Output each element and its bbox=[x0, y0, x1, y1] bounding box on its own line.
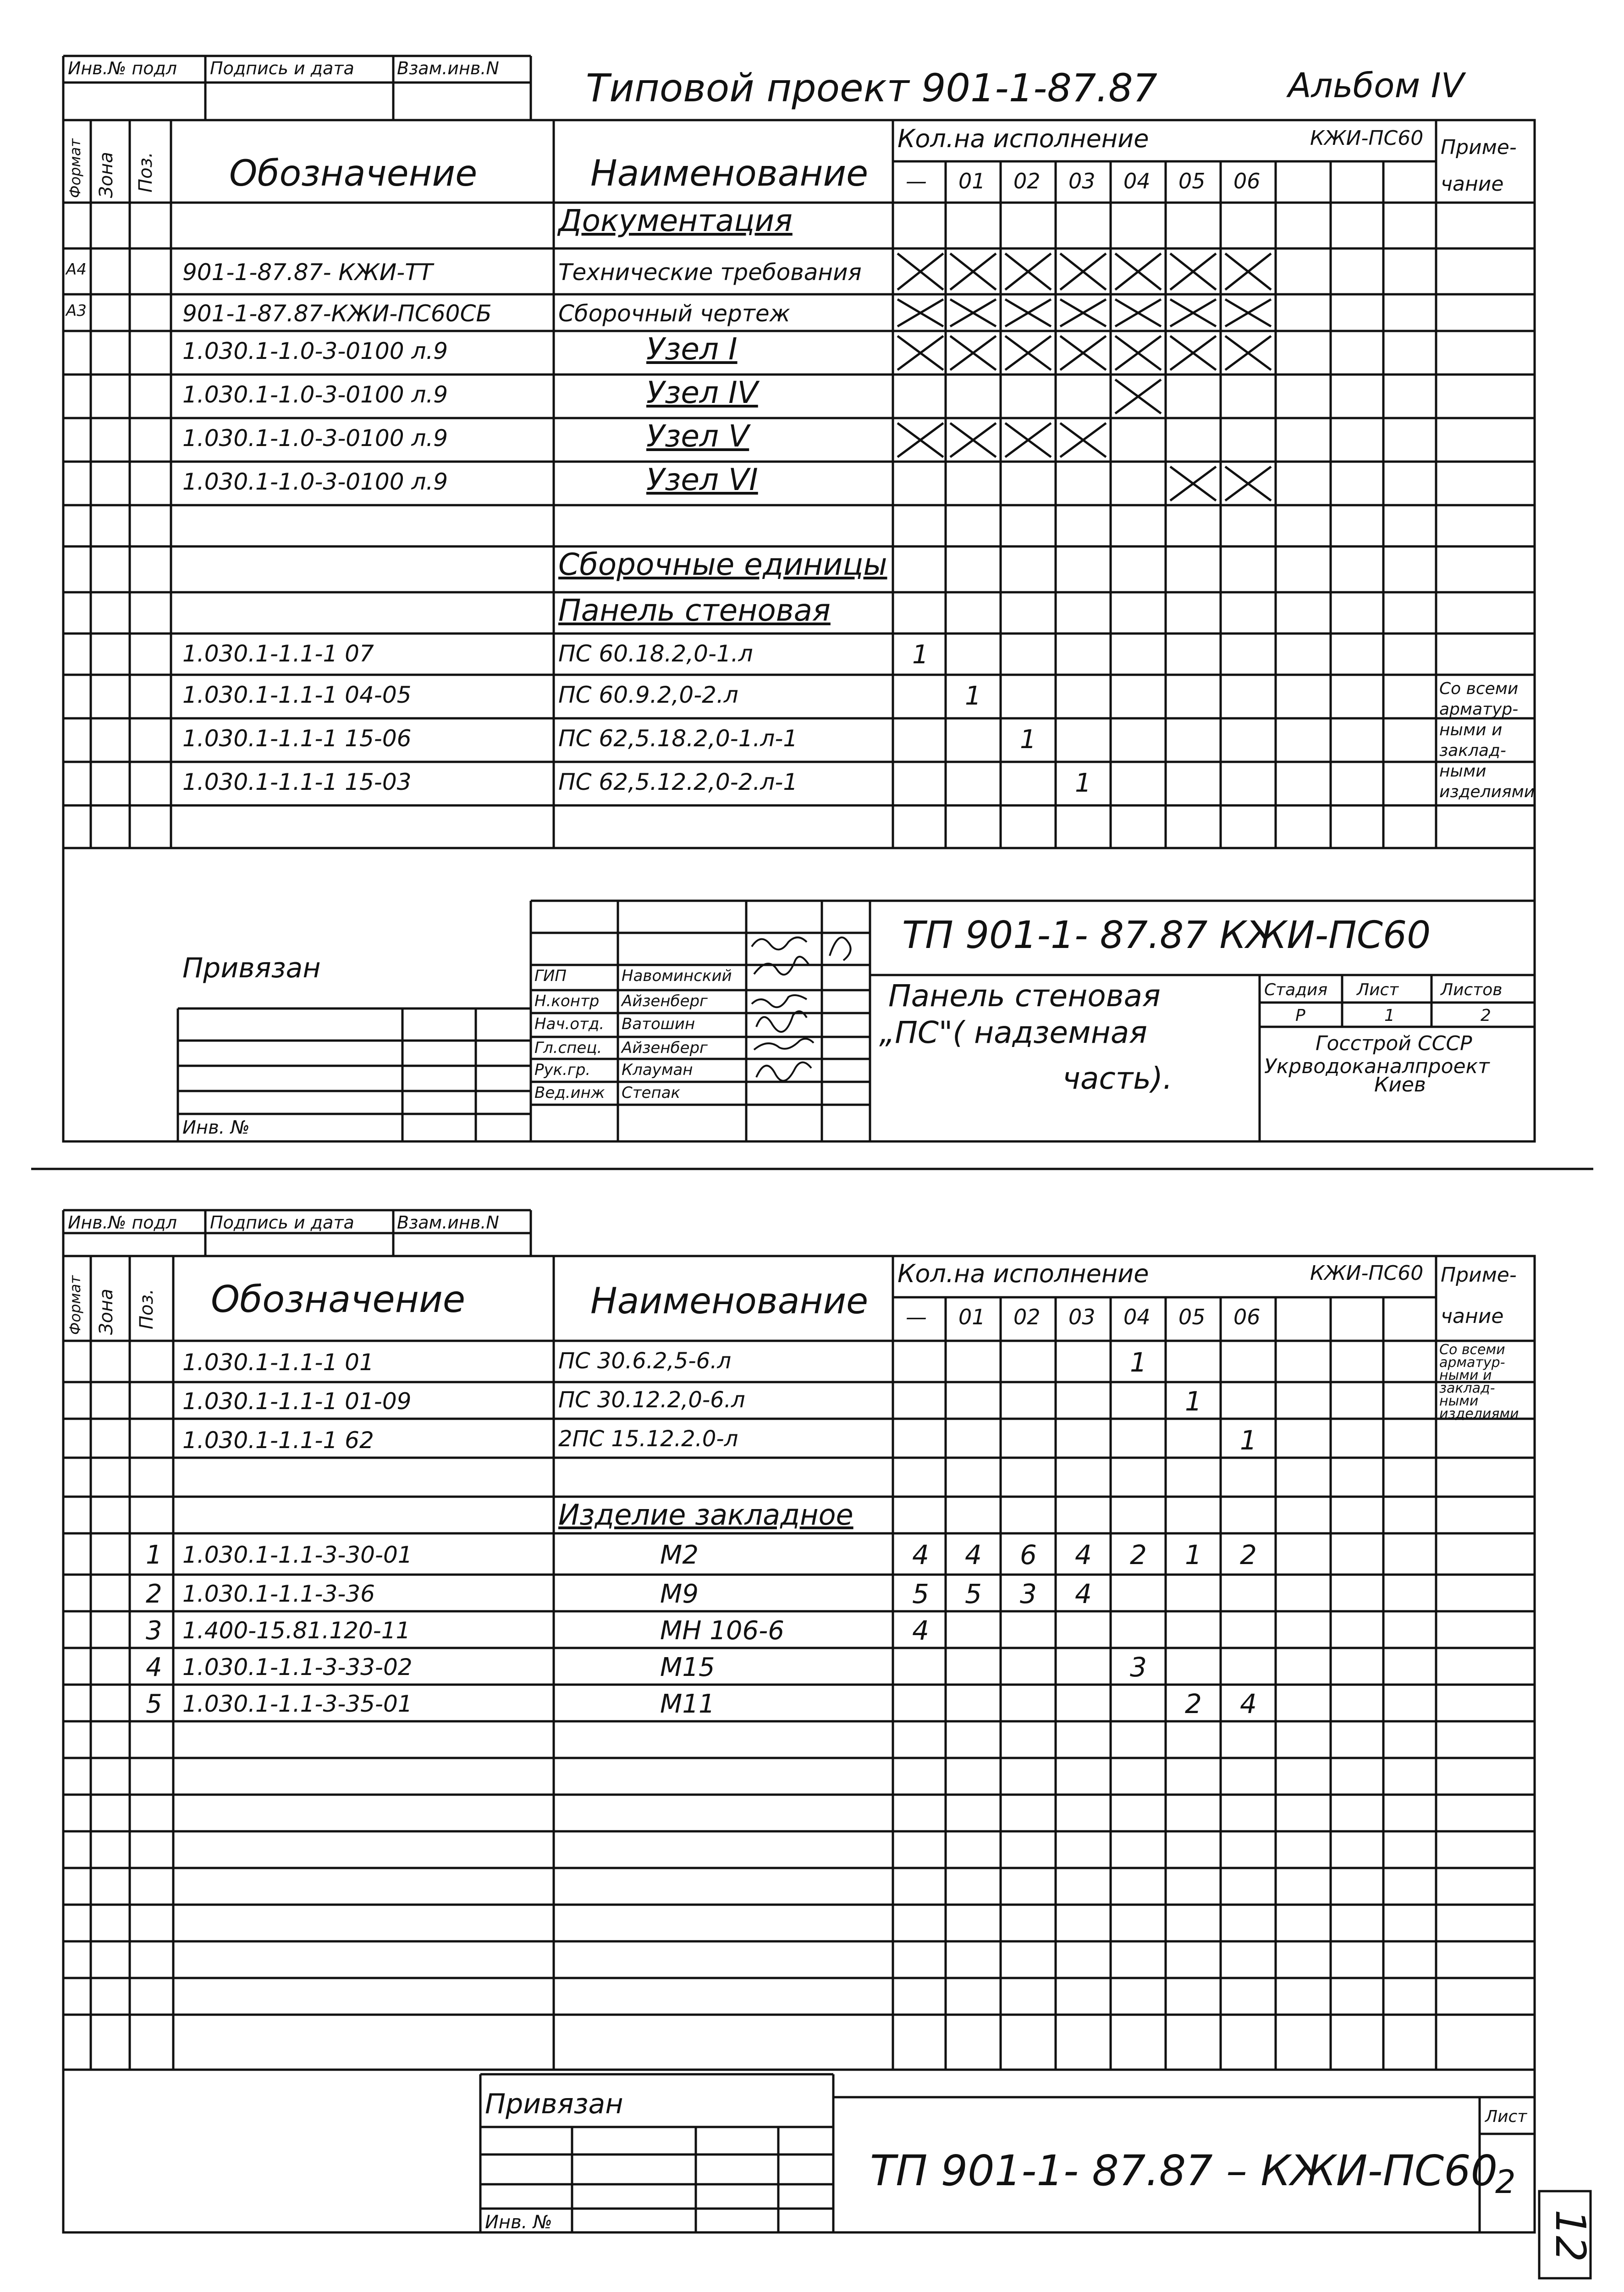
row-qty: 6 bbox=[1020, 1539, 1037, 1570]
stamp-role: Н.контр bbox=[534, 992, 600, 1010]
stadiya-value: Р bbox=[1295, 1006, 1305, 1025]
row-qty: 2 bbox=[1185, 1688, 1202, 1719]
list-label: Лист bbox=[1357, 981, 1399, 999]
row-naimenovanie: М9 bbox=[660, 1579, 699, 1609]
inv-no-label: Инв. № bbox=[182, 1117, 250, 1138]
variant-header: 06 bbox=[1233, 169, 1261, 193]
row-poz: 1 bbox=[146, 1540, 162, 1570]
org-line-1: Госстрой СССР bbox=[1316, 1032, 1472, 1055]
stamp-role: ГИП bbox=[534, 967, 567, 985]
s2-col-code-label: КЖИ-ПС60 bbox=[1310, 1262, 1424, 1285]
row-naimenovanie: Технические требования bbox=[558, 259, 862, 286]
row-naimenovanie: ПС 30.6.2,5-6.л bbox=[558, 1348, 732, 1374]
col-zona-label: Зона bbox=[96, 152, 117, 198]
stamp-name: Степак bbox=[622, 1084, 681, 1102]
row-naimenovanie: Документация bbox=[558, 203, 793, 238]
stamp-role: Рук.гр. bbox=[534, 1061, 591, 1079]
row-naimenovanie: М11 bbox=[660, 1689, 715, 1719]
page-number: 12 bbox=[1546, 2209, 1594, 2262]
listov-value: 2 bbox=[1481, 1006, 1491, 1025]
s2-header-vzam: Взам.инв.N bbox=[397, 1212, 499, 1233]
row-qty: 1 bbox=[965, 681, 981, 711]
row-qty: 4 bbox=[912, 1615, 929, 1646]
row-oboznachenie: 901-1-87.87-КЖИ-ПС60СБ bbox=[182, 300, 492, 327]
variant-header: 06 bbox=[1233, 1305, 1261, 1329]
org-line-3: Киев bbox=[1374, 1073, 1426, 1096]
s2-col-naimenovanie-label: Наименование bbox=[590, 1281, 869, 1322]
col-prim-label-1: Приме- bbox=[1441, 136, 1517, 159]
row-oboznachenie: 1.030.1-1.1-1 01 bbox=[182, 1349, 374, 1376]
row-qty: 1 bbox=[1075, 768, 1091, 798]
row-qty: 5 bbox=[965, 1578, 982, 1609]
row-oboznachenie: 1.030.1-1.1-1 07 bbox=[182, 640, 374, 667]
row-qty: 3 bbox=[1020, 1578, 1037, 1609]
row-naimenovanie: ПС 60.9.2,0-2.л bbox=[558, 682, 738, 708]
s2-col-poz-label: Поз. bbox=[136, 1289, 157, 1329]
row-oboznachenie: 1.030.1-1.1-1 04-05 bbox=[182, 682, 412, 708]
variant-header: 04 bbox=[1123, 1305, 1151, 1329]
s2-col-zona-label: Зона bbox=[96, 1289, 117, 1335]
stamp-name: Айзенберг bbox=[622, 992, 708, 1010]
row-naimenovanie: ПС 30.12.2,0-6.л bbox=[558, 1387, 745, 1413]
row-oboznachenie: 1.030.1-1.1-1 01-09 bbox=[182, 1388, 412, 1415]
s2-list-value: 2 bbox=[1495, 2163, 1516, 2201]
note-line: ными bbox=[1439, 762, 1486, 781]
row-oboznachenie: 1.400-15.81.120-11 bbox=[182, 1617, 411, 1644]
variant-header: — bbox=[906, 169, 927, 193]
s2-doc-code: ТП 901-1- 87.87 – КЖИ-ПС60 bbox=[870, 2146, 1498, 2195]
row-qty: 4 bbox=[912, 1539, 929, 1570]
row-oboznachenie: 1.030.1-1.1-1 15-06 bbox=[182, 725, 412, 752]
variant-header: 03 bbox=[1068, 169, 1096, 193]
stamp-name: Клауман bbox=[622, 1061, 693, 1079]
list-value: 1 bbox=[1384, 1006, 1395, 1025]
col-poz-label: Поз. bbox=[135, 152, 156, 193]
row-naimenovanie: ПС 60.18.2,0-1.л bbox=[558, 640, 753, 667]
row-naimenovanie: Панель стеновая bbox=[558, 593, 831, 628]
row-oboznachenie: 1.030.1-1.1-1 15-03 bbox=[182, 769, 412, 795]
row-oboznachenie: 1.030.1-1.0-3-0100 л.9 bbox=[182, 338, 448, 364]
note-line: изделиями bbox=[1439, 1406, 1519, 1422]
variant-header: 05 bbox=[1178, 1305, 1206, 1329]
col-prim-label-2: чание bbox=[1441, 172, 1504, 196]
row-naimenovanie: Изделие закладное bbox=[558, 1498, 853, 1532]
stamp-role: Нач.отд. bbox=[534, 1015, 605, 1033]
row-naimenovanie: Узел V bbox=[646, 419, 749, 454]
stamp-role: Гл.спец. bbox=[534, 1039, 602, 1057]
s2-list-label: Лист bbox=[1485, 2107, 1527, 2126]
album-label: Альбом IV bbox=[1288, 66, 1464, 105]
row-oboznachenie: 1.030.1-1.1-3-35-01 bbox=[182, 1691, 413, 1717]
s2-header-podpis: Подпись и дата bbox=[210, 1212, 354, 1233]
row-qty: 2 bbox=[1130, 1539, 1147, 1570]
row-qty: 4 bbox=[965, 1539, 982, 1570]
stadiya-label: Стадия bbox=[1264, 981, 1328, 999]
row-qty: 4 bbox=[1075, 1539, 1092, 1570]
row-qty: 1 bbox=[1240, 1425, 1257, 1456]
variant-header: 01 bbox=[958, 169, 985, 193]
variant-header: 01 bbox=[958, 1305, 985, 1329]
row-naimenovanie: М2 bbox=[660, 1540, 699, 1570]
title-line-3: часть). bbox=[1062, 1061, 1173, 1096]
row-poz: 4 bbox=[146, 1653, 162, 1682]
row-qty: 2 bbox=[1240, 1539, 1257, 1570]
title-line-1: Панель стеновая bbox=[888, 978, 1161, 1014]
row-oboznachenie: 1.030.1-1.1-3-30-01 bbox=[182, 1542, 413, 1568]
row-qty: 3 bbox=[1130, 1652, 1147, 1683]
header-inv-podl: Инв.№ подл bbox=[68, 58, 177, 78]
row-naimenovanie: Узел IV bbox=[646, 375, 758, 410]
title-line-2: „ПС"( надземная bbox=[879, 1015, 1148, 1050]
variant-header: — bbox=[906, 1305, 927, 1329]
row-naimenovanie: Узел I bbox=[646, 331, 738, 367]
s2-header-inv-podl: Инв.№ подл bbox=[68, 1212, 177, 1233]
stamp-role: Вед.инж bbox=[534, 1084, 605, 1102]
col-oboznachenie-label: Обозначение bbox=[229, 153, 478, 194]
row-naimenovanie: МН 106-6 bbox=[660, 1616, 784, 1646]
note-line: заклад- bbox=[1439, 1380, 1495, 1396]
col-kol-label: Кол.на исполнение bbox=[897, 124, 1149, 153]
doc-code: ТП 901-1- 87.87 КЖИ-ПС60 bbox=[902, 914, 1431, 957]
note-line: ными и bbox=[1439, 721, 1503, 739]
col-format-label: Формат bbox=[66, 138, 84, 198]
note-line: Со всеми bbox=[1439, 679, 1519, 698]
privyazan-label: Привязан bbox=[182, 952, 321, 984]
s2-inv-no-label: Инв. № bbox=[485, 2212, 552, 2233]
listov-label: Листов bbox=[1441, 981, 1503, 999]
note-line: заклад- bbox=[1439, 741, 1506, 760]
row-qty: 1 bbox=[1185, 1539, 1202, 1570]
row-qty: 1 bbox=[1020, 725, 1036, 755]
row-naimenovanie: ПС 62,5.12.2,0-2.л-1 bbox=[558, 769, 798, 795]
col-code-label: КЖИ-ПС60 bbox=[1310, 127, 1424, 150]
s2-col-prim-label-1: Приме- bbox=[1441, 1263, 1517, 1287]
row-oboznachenie: 1.030.1-1.1-1 62 bbox=[182, 1427, 374, 1454]
row-naimenovanie: Узел VI bbox=[646, 462, 758, 497]
row-qty: 1 bbox=[1185, 1386, 1202, 1417]
s2-privyazan-label: Привязан bbox=[485, 2088, 623, 2120]
header-vzam: Взам.инв.N bbox=[397, 58, 499, 78]
variant-header: 02 bbox=[1013, 169, 1040, 193]
note-line: ными и bbox=[1439, 1367, 1492, 1383]
variant-header: 05 bbox=[1178, 169, 1206, 193]
row-qty: 4 bbox=[1240, 1688, 1257, 1719]
variant-header: 04 bbox=[1123, 169, 1151, 193]
row-oboznachenie: 1.030.1-1.1-3-33-02 bbox=[182, 1654, 413, 1680]
header-podpis: Подпись и дата bbox=[210, 58, 354, 78]
row-oboznachenie: 1.030.1-1.1-3-36 bbox=[182, 1581, 375, 1607]
row-oboznachenie: 1.030.1-1.0-3-0100 л.9 bbox=[182, 468, 448, 495]
s2-col-oboznachenie-label: Обозначение bbox=[211, 1278, 466, 1321]
org-line-2: Укрводоканалпроект bbox=[1264, 1055, 1490, 1078]
row-naimenovanie: Сборочный чертеж bbox=[558, 300, 790, 327]
s2-col-format-label: Формат bbox=[66, 1275, 84, 1335]
stamp-name: Айзенберг bbox=[622, 1039, 708, 1057]
row-poz: 5 bbox=[146, 1689, 162, 1719]
row-naimenovanie: ПС 62,5.18.2,0-1.л-1 bbox=[558, 725, 798, 752]
row-naimenovanie: 2ПС 15.12.2.0-л bbox=[558, 1426, 738, 1452]
note-line: Со всеми bbox=[1439, 1342, 1505, 1358]
row-qty: 5 bbox=[912, 1578, 929, 1609]
row-qty: 4 bbox=[1075, 1578, 1092, 1609]
note-line: ными bbox=[1439, 1393, 1479, 1409]
row-oboznachenie: 1.030.1-1.0-3-0100 л.9 bbox=[182, 425, 448, 452]
row-oboznachenie: 1.030.1-1.0-3-0100 л.9 bbox=[182, 381, 448, 408]
row-qty: 1 bbox=[1130, 1347, 1147, 1378]
col-naimenovanie-label: Наименование bbox=[590, 153, 869, 194]
stamp-name: Ватошин bbox=[622, 1015, 695, 1033]
row-poz: 2 bbox=[146, 1579, 162, 1609]
note-line: арматур- bbox=[1439, 1355, 1505, 1371]
project-title: Типовой проект 901-1-87.87 bbox=[586, 66, 1157, 110]
s2-col-prim-label-2: чание bbox=[1441, 1305, 1504, 1328]
row-format: А4 bbox=[66, 260, 87, 279]
variant-header: 03 bbox=[1068, 1305, 1096, 1329]
row-format: А3 bbox=[66, 302, 87, 320]
row-poz: 3 bbox=[146, 1616, 162, 1646]
note-line: арматур- bbox=[1439, 700, 1519, 719]
note-line: изделиями bbox=[1439, 782, 1535, 801]
s2-col-kol-label: Кол.на исполнение bbox=[897, 1259, 1149, 1288]
stamp-name: Навоминский bbox=[622, 967, 732, 985]
variant-header: 02 bbox=[1013, 1305, 1040, 1329]
row-oboznachenie: 901-1-87.87- КЖИ-ТТ bbox=[182, 259, 433, 286]
row-naimenovanie: Сборочные единицы bbox=[558, 547, 887, 582]
row-qty: 1 bbox=[912, 640, 929, 670]
row-naimenovanie: М15 bbox=[660, 1653, 715, 1682]
